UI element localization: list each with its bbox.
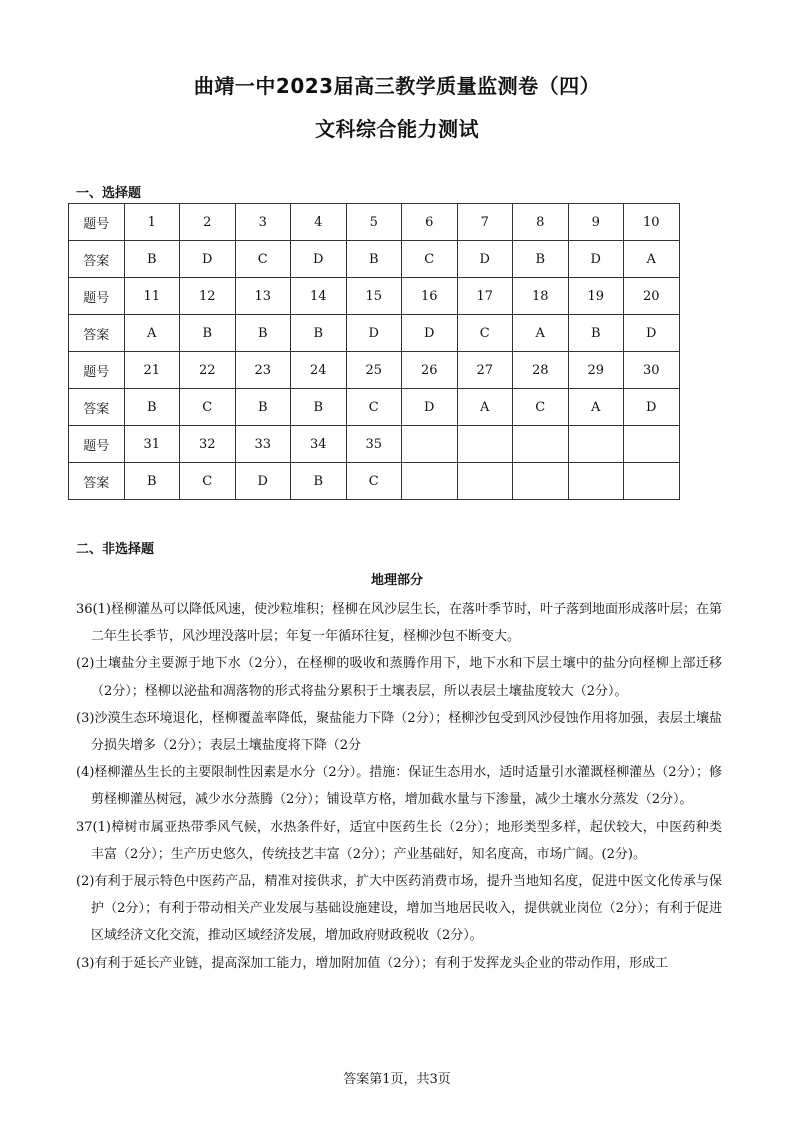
question-number-cell: 33 <box>235 426 291 463</box>
geography-answers <box>76 596 722 977</box>
question-number-cell: 25 <box>346 352 402 389</box>
answer-cell: C <box>235 241 291 278</box>
question-number-cell: 24 <box>291 352 347 389</box>
answer-paragraph: (3)有利于延长产业链，提高深加工能力，增加附加值（2分）；有利于发挥龙头企业的带动作用，形成工 <box>76 955 669 971</box>
answer-label-cell: 答案 <box>69 463 125 500</box>
answer-cell <box>568 463 624 500</box>
answer-cell: B <box>235 315 291 352</box>
answer-cell: C <box>180 389 236 426</box>
question-number-cell: 20 <box>624 278 680 315</box>
question-label-cell: 题号 <box>69 278 125 315</box>
answer-cell: B <box>346 241 402 278</box>
page-footer: 答案第1页，共3页 <box>343 1072 451 1087</box>
answer-cell: D <box>624 389 680 426</box>
question-number-cell: 15 <box>346 278 402 315</box>
answer-label-cell: 答案 <box>69 315 125 352</box>
answer-cell: B <box>291 315 347 352</box>
question-number-cell: 27 <box>457 352 513 389</box>
question-number-cell: 18 <box>513 278 569 315</box>
answer-cell: D <box>180 241 236 278</box>
question-number-cell: 1 <box>124 204 180 241</box>
question-number-cell: 5 <box>346 204 402 241</box>
answer-row <box>69 315 680 352</box>
section-heading-choice: 一、选择题 <box>76 186 142 201</box>
question-number-cell: 35 <box>346 426 402 463</box>
answer-row <box>69 463 680 500</box>
question-number-row <box>69 204 680 241</box>
question-number-cell: 16 <box>402 278 458 315</box>
answer-cell: B <box>513 241 569 278</box>
answer-cell: B <box>291 463 347 500</box>
question-number-cell: 8 <box>513 204 569 241</box>
answer-cell: B <box>124 389 180 426</box>
answer-cell: B <box>568 315 624 352</box>
question-number-cell: 17 <box>457 278 513 315</box>
answer-cell: D <box>402 315 458 352</box>
question-label-cell: 题号 <box>69 352 125 389</box>
question-number-cell: 21 <box>124 352 180 389</box>
answer-cell: C <box>402 241 458 278</box>
question-number-cell: 19 <box>568 278 624 315</box>
question-number-cell: 22 <box>180 352 236 389</box>
answer-cell <box>457 463 513 500</box>
question-number-cell <box>402 426 458 463</box>
answer-cell: D <box>235 463 291 500</box>
answer-paragraph: (3)沙漠生态环境退化，柽柳覆盖率降低，聚盐能力下降（2分）；柽柳沙包受到风沙侵蚀作用将加强，表层土壤盐分损失增多（2分）；表层土壤盐度将下降（2分 <box>76 710 722 754</box>
section-heading-nonchoice: 二、非选择题 <box>76 542 155 557</box>
answer-cell: C <box>346 463 402 500</box>
answer-cell: A <box>568 389 624 426</box>
answer-paragraph: (2)有利于展示特色中医药产品，精准对接供求，扩大中医药消费市场，提升当地知名度，促进中医文化传承与保护（2分）；有利于带动相关产业发展与基础设施建设，增加当地居民收入，提供就业岗位（2分）；有利于促进区域经济文化交流，推动区域经济发展，增加政府财政税收（2分）。 <box>76 874 722 944</box>
answer-cell: D <box>346 315 402 352</box>
question-number-cell: 14 <box>291 278 347 315</box>
answer-paragraph: 36(1)柽柳灌丛可以降低风速，使沙粒堆积；柽柳在风沙层生长，在落叶季节时，叶子落到地面形成落叶层；在第二年生长季节，风沙埋没落叶层；年复一年循环往复，柽柳沙包不断变大。 <box>76 602 722 645</box>
answer-cell: C <box>457 315 513 352</box>
answer-cell: C <box>513 389 569 426</box>
question-number-cell: 13 <box>235 278 291 315</box>
answer-cell: D <box>291 241 347 278</box>
question-number-cell: 31 <box>124 426 180 463</box>
question-label-cell: 题号 <box>69 426 125 463</box>
question-number-cell: 32 <box>180 426 236 463</box>
answer-label-cell: 答案 <box>69 241 125 278</box>
answer-cell: B <box>124 241 180 278</box>
answer-table <box>68 203 680 500</box>
answer-cell: B <box>124 463 180 500</box>
answer-cell: B <box>235 389 291 426</box>
answer-paragraph: (2)土壤盐分主要源于地下水（2分），在柽柳的吸收和蒸腾作用下，地下水和下层土壤中的盐分向柽柳上部迁移（2分）；柽柳以泌盐和凋落物的形式将盐分累积于土壤表层，所以表层土壤盐度较大（2分）。 <box>76 656 722 699</box>
question-number-cell: 2 <box>180 204 236 241</box>
question-number-row <box>69 352 680 389</box>
answer-cell <box>513 463 569 500</box>
answer-row <box>69 241 680 278</box>
question-number-cell: 30 <box>624 352 680 389</box>
answer-cell <box>624 463 680 500</box>
answer-cell: A <box>457 389 513 426</box>
question-label-cell: 题号 <box>69 204 125 241</box>
answer-label-cell: 答案 <box>69 389 125 426</box>
answer-cell <box>402 463 458 500</box>
answer-paragraph: (4)柽柳灌丛生长的主要限制性因素是水分（2分）。措施：保证生态用水，适时适量引水灌溉柽柳灌丛（2分）；修剪柽柳灌丛树冠，减少水分蒸腾（2分）；铺设草方格，增加截水量与下渗量，减少土壤水分蒸发（2分）。 <box>76 765 722 808</box>
question-number-cell: 28 <box>513 352 569 389</box>
answer-cell: D <box>568 241 624 278</box>
answer-cell: C <box>180 463 236 500</box>
answer-cell: B <box>291 389 347 426</box>
page-title: 曲靖一中2023届高三教学质量监测卷（四） <box>193 74 601 98</box>
question-number-cell <box>568 426 624 463</box>
question-number-cell <box>513 426 569 463</box>
question-number-cell: 26 <box>402 352 458 389</box>
page-subtitle: 文科综合能力测试 <box>315 117 479 141</box>
question-number-cell: 4 <box>291 204 347 241</box>
question-number-cell: 9 <box>568 204 624 241</box>
question-number-cell: 6 <box>402 204 458 241</box>
question-number-cell: 29 <box>568 352 624 389</box>
question-number-cell: 3 <box>235 204 291 241</box>
question-number-cell: 7 <box>457 204 513 241</box>
question-number-cell <box>457 426 513 463</box>
question-number-cell: 23 <box>235 352 291 389</box>
question-number-cell: 10 <box>624 204 680 241</box>
answer-cell: D <box>457 241 513 278</box>
question-number-cell: 34 <box>291 426 347 463</box>
answer-cell: A <box>513 315 569 352</box>
answer-paragraph: 37(1)樟树市属亚热带季风气候，水热条件好，适宜中医药生长（2分）；地形类型多样，起伏较大，中医药种类丰富（2分）；生产历史悠久，传统技艺丰富（2分）；产业基础好，知名度高，市场广阔。(2分)。 <box>76 819 722 862</box>
question-number-cell: 11 <box>124 278 180 315</box>
answer-cell: D <box>402 389 458 426</box>
answer-row <box>69 389 680 426</box>
answer-cell: A <box>624 241 680 278</box>
answer-cell: C <box>346 389 402 426</box>
answer-cell: A <box>124 315 180 352</box>
question-number-row <box>69 278 680 315</box>
question-number-cell: 12 <box>180 278 236 315</box>
question-number-cell <box>624 426 680 463</box>
answer-cell: D <box>624 315 680 352</box>
answer-cell: B <box>180 315 236 352</box>
question-number-row <box>69 426 680 463</box>
geography-heading: 地理部分 <box>370 573 423 588</box>
